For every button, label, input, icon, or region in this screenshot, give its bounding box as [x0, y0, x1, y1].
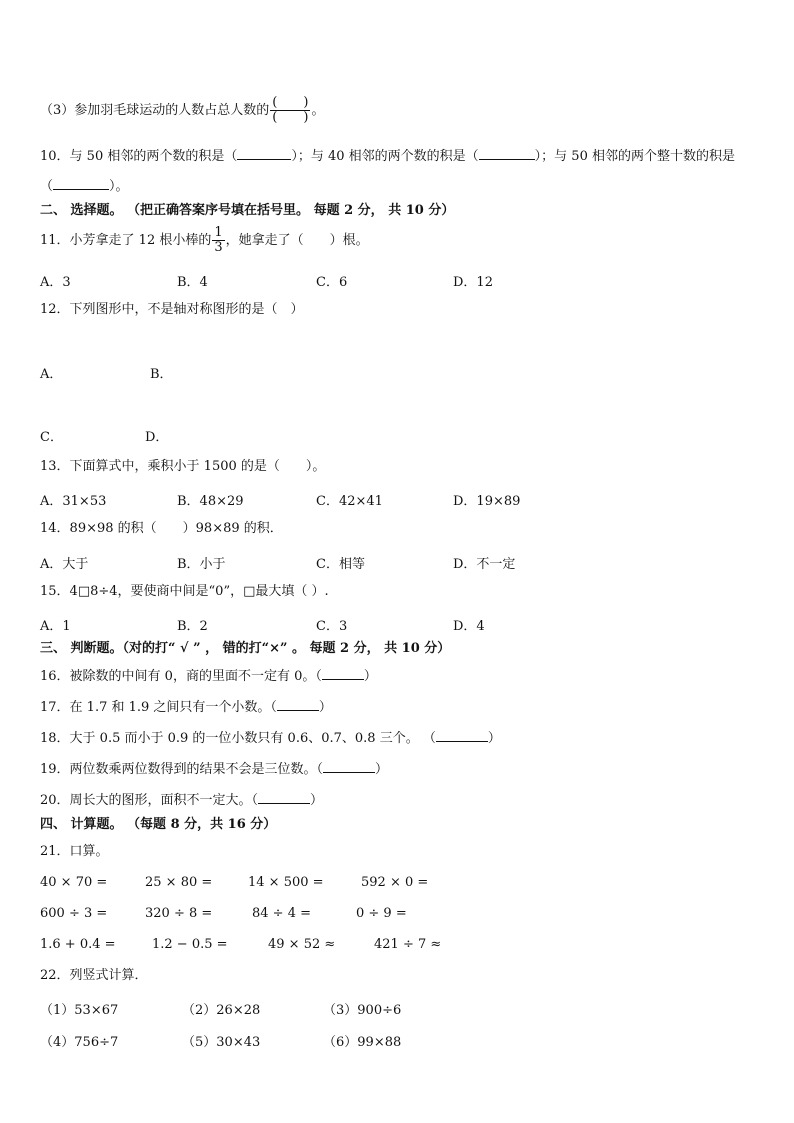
answer-blank[interactable]	[277, 698, 319, 711]
section-heading-calc: 四、 计算题。 （每题 8 分，共 16 分）	[40, 817, 277, 832]
section-heading-judge: 三、 判断题。（对的打“ √ ” ， 错的打“×” 。 每题 2 分， 共 10 分）	[40, 641, 451, 656]
calc-item: 0 ÷ 9 =	[356, 906, 407, 921]
option-a[interactable]: A．3	[40, 275, 71, 290]
calc-item: 40 × 70 =	[40, 875, 108, 890]
option-d[interactable]: D．不一定	[453, 557, 516, 572]
answer-blank[interactable]	[323, 760, 375, 773]
option-d[interactable]: D．4	[453, 619, 485, 634]
calc-item: 84 ÷ 4 =	[252, 906, 311, 921]
vertical-calc-item: （3）900÷6	[323, 1003, 402, 1018]
option-a[interactable]: A．大于	[40, 557, 89, 572]
fraction: $\frac{1}{3}$	[214, 225, 223, 255]
calc-item: 1.6 + 0.4 =	[40, 937, 116, 952]
question-text: （3）参加羽毛球运动的人数占总人数的	[40, 103, 270, 118]
question-19: 19．两位数乘两位数得到的结果不会是三位数。（ ）	[40, 762, 389, 777]
question-13: 13．下面算式中，乘积小于 1500 的是（ ）。	[40, 459, 326, 474]
answer-blank[interactable]	[237, 147, 291, 160]
option-b[interactable]: B．2	[177, 619, 208, 634]
option-b[interactable]: B．4	[177, 275, 208, 290]
option-c[interactable]: C．3	[316, 619, 348, 634]
calc-item: 592 × 0 =	[361, 875, 429, 890]
vertical-calc-item: （1）53×67	[40, 1003, 119, 1018]
option-a[interactable]: A．	[40, 367, 63, 382]
calc-item: 1.2 − 0.5 =	[152, 937, 228, 952]
question-17: 17．在 1.7 和 1.9 之间只有一个小数。（ ）	[40, 700, 332, 715]
option-b[interactable]: B．48×29	[177, 494, 244, 509]
option-d[interactable]: D．12	[453, 275, 493, 290]
answer-blank[interactable]	[258, 791, 310, 804]
option-a[interactable]: A．31×53	[40, 494, 107, 509]
calc-item: 320 ÷ 8 =	[145, 906, 213, 921]
question-14: 14．89×98 的积（ ）98×89 的积．	[40, 521, 283, 536]
calc-item: 600 ÷ 3 =	[40, 906, 108, 921]
calc-item: 14 × 500 =	[248, 875, 324, 890]
question-16: 16．被除数的中间有 0，商的里面不一定有 0。（ ）	[40, 669, 377, 684]
question-10-line2: （ ）。	[40, 179, 129, 194]
vertical-calc-item: （4）756÷7	[40, 1035, 119, 1050]
vertical-calc-item: （5）30×43	[182, 1035, 261, 1050]
option-d[interactable]: D．19×89	[453, 494, 521, 509]
calc-item: 25 × 80 =	[145, 875, 213, 890]
option-c[interactable]: C．	[40, 430, 63, 445]
question-10-line1: 10．与 50 相邻的两个数的积是（ ）；与 40 相邻的两个数的积是（ ）；与 50 相邻的两个整十数的积是	[40, 149, 735, 164]
question-18: 18．大于 0.5 而小于 0.9 的一位小数只有 0.6、0.7、0.8 三个。 （ ）	[40, 731, 501, 746]
option-a[interactable]: A．1	[40, 619, 71, 634]
calc-item: 49 × 52 ≈	[268, 937, 336, 952]
calc-item: 421 ÷ 7 ≈	[374, 937, 442, 952]
option-b[interactable]: B．小于	[177, 557, 226, 572]
question-15: 15．4□8÷4，要使商中间是“0”，□最大填（ ）.	[40, 584, 329, 599]
question-11: 11．小芳拿走了 12 根小棒的 $\frac{1}{3}$ ，她拿走了（ ）根。	[40, 225, 369, 255]
question-12: 12．下列图形中，不是轴对称图形的是（ ）	[40, 302, 304, 317]
vertical-calc-item: （6）99×88	[323, 1035, 402, 1050]
fraction-blank[interactable]: $\frac{( )}{( )}$	[272, 95, 309, 125]
answer-blank[interactable]	[53, 177, 109, 190]
option-d[interactable]: D．	[145, 430, 169, 445]
section-heading-choice: 二、 选择题。 （把正确答案序号填在括号里。 每题 2 分， 共 10 分）	[40, 203, 455, 218]
question-20: 20．周长大的图形，面积不一定大。（ ）	[40, 793, 324, 808]
answer-blank[interactable]	[479, 147, 535, 160]
question-22-title: 22．列竖式计算．	[40, 968, 148, 983]
vertical-calc-item: （2）26×28	[182, 1003, 261, 1018]
question-9-3: （3）参加羽毛球运动的人数占总人数的 $\frac{( )}{( )}$ 。	[40, 95, 325, 125]
option-c[interactable]: C．6	[316, 275, 348, 290]
option-c[interactable]: C．42×41	[316, 494, 383, 509]
option-c[interactable]: C．相等	[316, 557, 365, 572]
question-21-title: 21．口算。	[40, 844, 109, 859]
option-b[interactable]: B．	[150, 367, 173, 382]
answer-blank[interactable]	[322, 667, 364, 680]
answer-blank[interactable]	[436, 729, 488, 742]
